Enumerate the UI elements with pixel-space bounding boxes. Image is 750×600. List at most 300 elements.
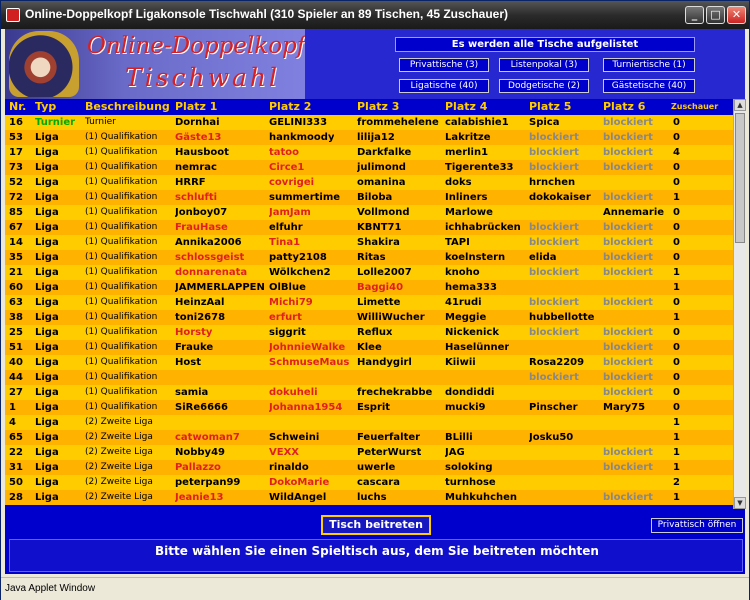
table-row[interactable] xyxy=(5,130,733,145)
column-header-platz5[interactable]: Platz 5 xyxy=(529,100,572,113)
cell-z: 0 xyxy=(673,387,680,398)
cell-desc: (1) Qualifikation xyxy=(85,372,158,382)
cell-desc: (1) Qualifikation xyxy=(85,297,158,307)
cell-p2: dokuheli xyxy=(269,387,318,398)
cell-p1: HeinzAal xyxy=(175,297,225,308)
cell-typ: Liga xyxy=(35,222,59,233)
cell-typ: Liga xyxy=(35,297,59,308)
cell-desc: (1) Qualifikation xyxy=(85,402,158,412)
table-row[interactable] xyxy=(5,355,733,370)
cell-desc: (1) Qualifikation xyxy=(85,252,158,262)
cell-nr: 35 xyxy=(9,252,23,263)
open-private-table-button[interactable]: Privattisch öffnen xyxy=(651,518,743,533)
cell-p4: doks xyxy=(445,177,472,188)
logo-title: Online-Doppelkopf xyxy=(87,33,305,59)
cell-p4: hema333 xyxy=(445,282,497,293)
status-message: Bitte wählen Sie einen Spieltisch aus, dem Sie beitreten möchten xyxy=(155,544,599,558)
filter-turniertische-button[interactable]: Turniertische (1) xyxy=(603,58,695,72)
cell-p5: elida xyxy=(529,252,557,263)
table-rows xyxy=(5,115,733,505)
cell-z: 0 xyxy=(673,342,680,353)
cell-p3: luchs xyxy=(357,492,387,503)
cell-typ: Liga xyxy=(35,327,59,338)
cell-desc: (2) Zweite Liga xyxy=(85,462,153,472)
cell-p6: blockiert xyxy=(603,492,653,503)
cell-p4: Lakritze xyxy=(445,132,491,143)
cell-p6: blockiert xyxy=(603,372,653,383)
cell-z: 1 xyxy=(673,432,680,443)
cell-z: 1 xyxy=(673,417,680,428)
cell-desc: (1) Qualifikation xyxy=(85,312,158,322)
cell-nr: 52 xyxy=(9,177,23,188)
cell-p1: Hausboot xyxy=(175,147,229,158)
cell-p5: Pinscher xyxy=(529,402,578,413)
cell-p3: Baggi40 xyxy=(357,282,404,293)
cell-p3: Feuerfalter xyxy=(357,432,421,443)
table-row[interactable] xyxy=(5,295,733,310)
table-row[interactable] xyxy=(5,430,733,445)
cell-p6: blockiert xyxy=(603,357,653,368)
cell-nr: 17 xyxy=(9,147,23,158)
cell-nr: 22 xyxy=(9,447,23,458)
cell-p2: Johanna1954 xyxy=(269,402,343,413)
cell-desc: (1) Qualifikation xyxy=(85,267,158,277)
cell-p3: Biloba xyxy=(357,192,393,203)
cell-nr: 60 xyxy=(9,282,23,293)
filter-ligatische-button[interactable]: Ligatische (40) xyxy=(399,79,489,93)
column-header-beschreibung[interactable]: Beschreibung xyxy=(85,100,170,113)
table-row[interactable] xyxy=(5,370,733,385)
cell-p2: Circe1 xyxy=(269,162,305,173)
cell-p1: Jonboy07 xyxy=(175,207,228,218)
cell-typ: Liga xyxy=(35,477,59,488)
column-header-platz3[interactable]: Platz 3 xyxy=(357,100,400,113)
cell-p2: tatoo xyxy=(269,147,300,158)
cell-p3: Lolle2007 xyxy=(357,267,412,278)
cell-typ: Turnier xyxy=(35,117,76,128)
applet-status-bar xyxy=(1,577,749,600)
cell-typ: Liga xyxy=(35,282,59,293)
cell-p2: siggrit xyxy=(269,327,306,338)
cell-p1: FrauHase xyxy=(175,222,228,233)
table-row[interactable] xyxy=(5,310,733,325)
doppelkopf-logo xyxy=(5,29,305,99)
cell-p5: blockiert xyxy=(529,147,579,158)
cell-nr: 53 xyxy=(9,132,23,143)
cell-p4: merlin1 xyxy=(445,147,489,158)
scroll-thumb[interactable] xyxy=(735,113,745,243)
table-list[interactable] xyxy=(5,99,745,509)
cell-p5: hrnchen xyxy=(529,177,576,188)
cell-p6: blockiert xyxy=(603,192,653,203)
cell-p6: blockiert xyxy=(603,222,653,233)
cell-p1: Pallazzo xyxy=(175,462,221,473)
cell-p3: Handygirl xyxy=(357,357,412,368)
cell-p2: JohnnieWalke xyxy=(269,342,346,353)
cell-p1: Annika2006 xyxy=(175,237,242,248)
cell-typ: Liga xyxy=(35,492,59,503)
cell-p1: SiRe6666 xyxy=(175,402,228,413)
cell-p4: Inliners xyxy=(445,192,488,203)
table-row[interactable] xyxy=(5,175,733,190)
cell-z: 1 xyxy=(673,267,680,278)
cell-z: 0 xyxy=(673,357,680,368)
table-row[interactable] xyxy=(5,250,733,265)
cell-p2: JamJam xyxy=(269,207,311,218)
cell-p3: KBNT71 xyxy=(357,222,402,233)
cell-p2: rinaldo xyxy=(269,462,309,473)
cell-p2: OlBlue xyxy=(269,282,306,293)
cell-p4: mucki9 xyxy=(445,402,486,413)
cell-p1: nemrac xyxy=(175,162,217,173)
cell-nr: 65 xyxy=(9,432,23,443)
cell-p1: Gäste13 xyxy=(175,132,222,143)
cell-p1: Horsty xyxy=(175,327,213,338)
cell-desc: (2) Zweite Liga xyxy=(85,447,153,457)
cell-typ: Liga xyxy=(35,417,59,428)
cell-p2: DokoMarie xyxy=(269,477,330,488)
cell-p5: blockiert xyxy=(529,132,579,143)
table-row[interactable] xyxy=(5,475,733,490)
cell-p6: blockiert xyxy=(603,327,653,338)
cell-typ: Liga xyxy=(35,402,59,413)
cell-nr: 73 xyxy=(9,162,23,173)
cell-p5: blockiert xyxy=(529,297,579,308)
cell-p2: patty2108 xyxy=(269,252,327,263)
main-content xyxy=(5,29,745,574)
cell-p4: TAPI xyxy=(445,237,470,248)
cell-p3: uwerle xyxy=(357,462,396,473)
cell-p1: catwoman7 xyxy=(175,432,240,443)
close-button[interactable]: ✕ xyxy=(727,6,746,24)
cell-z: 0 xyxy=(673,132,680,143)
cell-p3: lilija12 xyxy=(357,132,395,143)
scroll-up-arrow-icon[interactable]: ▲ xyxy=(734,99,746,111)
cell-p5: blockiert xyxy=(529,372,579,383)
cell-p2: Michi79 xyxy=(269,297,313,308)
cell-desc: (2) Zweite Liga xyxy=(85,492,153,502)
cell-p2: hankmoody xyxy=(269,132,335,143)
column-header-platz4[interactable]: Platz 4 xyxy=(445,100,488,113)
cell-typ: Liga xyxy=(35,147,59,158)
cell-z: 0 xyxy=(673,237,680,248)
cell-p2: GELINI333 xyxy=(269,117,328,128)
table-row[interactable] xyxy=(5,460,733,475)
cell-nr: 51 xyxy=(9,342,23,353)
cell-nr: 14 xyxy=(9,237,23,248)
java-app-icon xyxy=(6,8,20,22)
cell-p3: Vollmond xyxy=(357,207,410,218)
cell-nr: 27 xyxy=(9,387,23,398)
table-row[interactable] xyxy=(5,145,733,160)
cell-nr: 16 xyxy=(9,117,23,128)
cell-z: 1 xyxy=(673,447,680,458)
cell-typ: Liga xyxy=(35,162,59,173)
cell-p5: blockiert xyxy=(529,267,579,278)
cell-p4: Kiiwii xyxy=(445,357,476,368)
cell-z: 0 xyxy=(673,177,680,188)
cell-p1: donnarenata xyxy=(175,267,248,278)
cell-p2: Tina1 xyxy=(269,237,301,248)
cell-p1: HRRF xyxy=(175,177,206,188)
cell-typ: Liga xyxy=(35,372,59,383)
cell-p1: Nobby49 xyxy=(175,447,225,458)
cell-p4: Muhkuhchen xyxy=(445,492,518,503)
cell-desc: (1) Qualifikation xyxy=(85,282,158,292)
cell-p6: blockiert xyxy=(603,162,653,173)
vertical-scrollbar[interactable] xyxy=(733,99,745,509)
cell-p6: Annemarie xyxy=(603,207,665,218)
cell-p4: Nickenick xyxy=(445,327,500,338)
column-header-nr[interactable]: Nr. xyxy=(9,100,27,113)
cell-p3: Ritas xyxy=(357,252,386,263)
cell-desc: (2) Zweite Liga xyxy=(85,477,153,487)
cell-p1: toni2678 xyxy=(175,312,226,323)
cell-p4: 41rudi xyxy=(445,297,482,308)
column-header-platz6[interactable]: Platz 6 xyxy=(603,100,646,113)
title-bar[interactable] xyxy=(1,1,749,29)
cell-z: 0 xyxy=(673,402,680,413)
cell-p6: blockiert xyxy=(603,297,653,308)
cell-p2: erfurt xyxy=(269,312,302,323)
cell-z: 0 xyxy=(673,372,680,383)
cell-nr: 1 xyxy=(9,402,16,413)
cell-desc: (1) Qualifikation xyxy=(85,237,158,247)
cell-p5: blockiert xyxy=(529,162,579,173)
cell-typ: Liga xyxy=(35,207,59,218)
maximize-button[interactable]: □ xyxy=(706,6,725,24)
cell-p1: schlufti xyxy=(175,192,218,203)
cell-nr: 40 xyxy=(9,357,23,368)
cell-p5: blockiert xyxy=(529,222,579,233)
filter-privattische-button[interactable]: Privattische (3) xyxy=(399,58,489,72)
cell-nr: 4 xyxy=(9,417,16,428)
cell-z: 0 xyxy=(673,207,680,218)
window-title: Online-Doppelkopf Ligakonsole Tischwahl (310 Spieler an 89 Tischen, 45 Zuschauer) xyxy=(25,7,509,21)
cell-nr: 85 xyxy=(9,207,23,218)
cell-nr: 67 xyxy=(9,222,23,233)
cell-typ: Liga xyxy=(35,267,59,278)
cell-desc: (1) Qualifikation xyxy=(85,387,158,397)
cell-z: 1 xyxy=(673,282,680,293)
cell-typ: Liga xyxy=(35,132,59,143)
cell-p6: blockiert xyxy=(603,462,653,473)
cell-nr: 44 xyxy=(9,372,23,383)
cell-p4: dondiddi xyxy=(445,387,495,398)
cell-p6: blockiert xyxy=(603,237,653,248)
cell-z: 4 xyxy=(673,147,680,158)
cell-p1: Host xyxy=(175,357,201,368)
cell-p6: blockiert xyxy=(603,117,653,128)
cell-p2: covrigei xyxy=(269,177,315,188)
cell-p6: blockiert xyxy=(603,342,653,353)
column-header-platz2[interactable]: Platz 2 xyxy=(269,100,312,113)
cell-p4: ichhabrücken xyxy=(445,222,521,233)
cell-p5: hubbellotte xyxy=(529,312,595,323)
cell-p6: blockiert xyxy=(603,267,653,278)
cell-nr: 31 xyxy=(9,462,23,473)
cell-z: 0 xyxy=(673,252,680,263)
cell-p1: Dornhai xyxy=(175,117,220,128)
table-row[interactable] xyxy=(5,490,733,505)
cell-p3: julimond xyxy=(357,162,406,173)
table-row[interactable] xyxy=(5,280,733,295)
cell-p4: Meggie xyxy=(445,312,487,323)
cell-typ: Liga xyxy=(35,312,59,323)
cell-typ: Liga xyxy=(35,387,59,398)
cell-z: 0 xyxy=(673,327,680,338)
cell-p3: Esprit xyxy=(357,402,391,413)
table-row[interactable] xyxy=(5,415,733,430)
cell-desc: (1) Qualifikation xyxy=(85,177,158,187)
cell-p5: blockiert xyxy=(529,327,579,338)
cell-p4: Haselünner xyxy=(445,342,510,353)
cell-p4: JAG xyxy=(445,447,465,458)
table-row[interactable] xyxy=(5,235,733,250)
cell-p1: Jeanie13 xyxy=(175,492,224,503)
cell-desc: (2) Zweite Liga xyxy=(85,417,153,427)
cell-desc: Turnier xyxy=(85,117,116,127)
cell-p6: Mary75 xyxy=(603,402,646,413)
cell-p3: cascara xyxy=(357,477,400,488)
cell-nr: 50 xyxy=(9,477,23,488)
table-row[interactable] xyxy=(5,400,733,415)
cell-typ: Liga xyxy=(35,237,59,248)
cell-z: 2 xyxy=(673,477,680,488)
cell-p4: turnhose xyxy=(445,477,496,488)
column-header-zuschauer[interactable]: Zuschauer xyxy=(671,102,719,111)
table-row[interactable] xyxy=(5,265,733,280)
cell-z: 0 xyxy=(673,297,680,308)
cell-z: 1 xyxy=(673,312,680,323)
cell-z: 0 xyxy=(673,117,680,128)
applet-window-label: Java Applet Window xyxy=(5,583,96,594)
cell-p4: Tigerente33 xyxy=(445,162,514,173)
cell-p3: frechekrabbe xyxy=(357,387,433,398)
table-row[interactable] xyxy=(5,445,733,460)
cell-p5: dokokaiser xyxy=(529,192,591,203)
cell-p4: BLilli xyxy=(445,432,473,443)
status-panel xyxy=(9,539,743,572)
cell-p3: Klee xyxy=(357,342,382,353)
table-row[interactable] xyxy=(5,190,733,205)
cell-p1: JAMMERLAPPEN xyxy=(175,282,265,293)
cell-p5: blockiert xyxy=(529,237,579,248)
jester-image xyxy=(9,31,79,97)
cell-z: 0 xyxy=(673,222,680,233)
filter-listenpokal-button[interactable]: Listenpokal (3) xyxy=(499,58,589,72)
cell-p2: Wölkchen2 xyxy=(269,267,331,278)
cell-nr: 38 xyxy=(9,312,23,323)
cell-p2: WildAngel xyxy=(269,492,327,503)
cell-p4: calabishie1 xyxy=(445,117,509,128)
cell-desc: (2) Zweite Liga xyxy=(85,432,153,442)
cell-p3: frommehelene xyxy=(357,117,439,128)
cell-p2: Schweini xyxy=(269,432,320,443)
cell-nr: 28 xyxy=(9,492,23,503)
cell-p2: elfuhr xyxy=(269,222,303,233)
cell-p6: blockiert xyxy=(603,447,653,458)
cell-desc: (1) Qualifikation xyxy=(85,132,158,142)
cell-p3: Shakira xyxy=(357,237,400,248)
cell-typ: Liga xyxy=(35,357,59,368)
cell-p3: Limette xyxy=(357,297,401,308)
cell-typ: Liga xyxy=(35,177,59,188)
cell-p4: koelnstern xyxy=(445,252,506,263)
filter-dodgetische-button[interactable]: Dodgetische (2) xyxy=(499,79,589,93)
cell-p6: blockiert xyxy=(603,387,653,398)
cell-nr: 72 xyxy=(9,192,23,203)
cell-desc: (1) Qualifikation xyxy=(85,342,158,352)
cell-typ: Liga xyxy=(35,462,59,473)
cell-desc: (1) Qualifikation xyxy=(85,147,158,157)
scroll-down-arrow-icon[interactable]: ▼ xyxy=(734,497,746,509)
table-row[interactable] xyxy=(5,220,733,235)
cell-p2: VEXX xyxy=(269,447,299,458)
cell-p5: Rosa2209 xyxy=(529,357,585,368)
filter-gaestetische-button[interactable]: Gästetische (40) xyxy=(603,79,695,93)
cell-p3: Darkfalke xyxy=(357,147,412,158)
cell-p6: blockiert xyxy=(603,147,653,158)
table-row[interactable] xyxy=(5,325,733,340)
cell-desc: (1) Qualifikation xyxy=(85,192,158,202)
cell-desc: (1) Qualifikation xyxy=(85,222,158,232)
cell-p1: samia xyxy=(175,387,209,398)
cell-desc: (1) Qualifikation xyxy=(85,207,158,217)
cell-typ: Liga xyxy=(35,192,59,203)
table-row[interactable] xyxy=(5,340,733,355)
cell-p4: soloking xyxy=(445,462,493,473)
cell-p1: peterpan99 xyxy=(175,477,241,488)
cell-p1: schlossgeist xyxy=(175,252,245,263)
cell-z: 1 xyxy=(673,462,680,473)
header-panel xyxy=(5,29,745,99)
table-row[interactable] xyxy=(5,205,733,220)
cell-p4: knoho xyxy=(445,267,480,278)
column-header-typ[interactable]: Typ xyxy=(35,100,57,113)
table-row[interactable] xyxy=(5,385,733,400)
cell-z: 0 xyxy=(673,162,680,173)
cell-desc: (1) Qualifikation xyxy=(85,327,158,337)
cell-p3: WilliWucher xyxy=(357,312,425,323)
cell-p3: omanina xyxy=(357,177,406,188)
cell-p6: blockiert xyxy=(603,252,653,263)
logo-subtitle: Tischwahl xyxy=(125,63,281,92)
table-row[interactable] xyxy=(5,115,733,130)
cell-desc: (1) Qualifikation xyxy=(85,357,158,367)
cell-typ: Liga xyxy=(35,447,59,458)
cell-p2: summertime xyxy=(269,192,341,203)
cell-typ: Liga xyxy=(35,252,59,263)
table-row[interactable] xyxy=(5,160,733,175)
cell-p3: Reflux xyxy=(357,327,393,338)
cell-nr: 25 xyxy=(9,327,23,338)
minimize-button[interactable]: _ xyxy=(685,6,704,24)
cell-desc: (1) Qualifikation xyxy=(85,162,158,172)
cell-p4: Marlowe xyxy=(445,207,493,218)
cell-typ: Liga xyxy=(35,342,59,353)
cell-nr: 63 xyxy=(9,297,23,308)
cell-p5: Josku50 xyxy=(529,432,574,443)
cell-p1: Frauke xyxy=(175,342,214,353)
cell-p5: Spica xyxy=(529,117,560,128)
cell-z: 1 xyxy=(673,192,680,203)
join-table-button[interactable]: Tisch beitreten xyxy=(321,515,431,535)
column-header-platz1[interactable]: Platz 1 xyxy=(175,100,218,113)
cell-z: 1 xyxy=(673,492,680,503)
table-header xyxy=(5,99,733,115)
cell-p2: SchmuseMaus xyxy=(269,357,350,368)
